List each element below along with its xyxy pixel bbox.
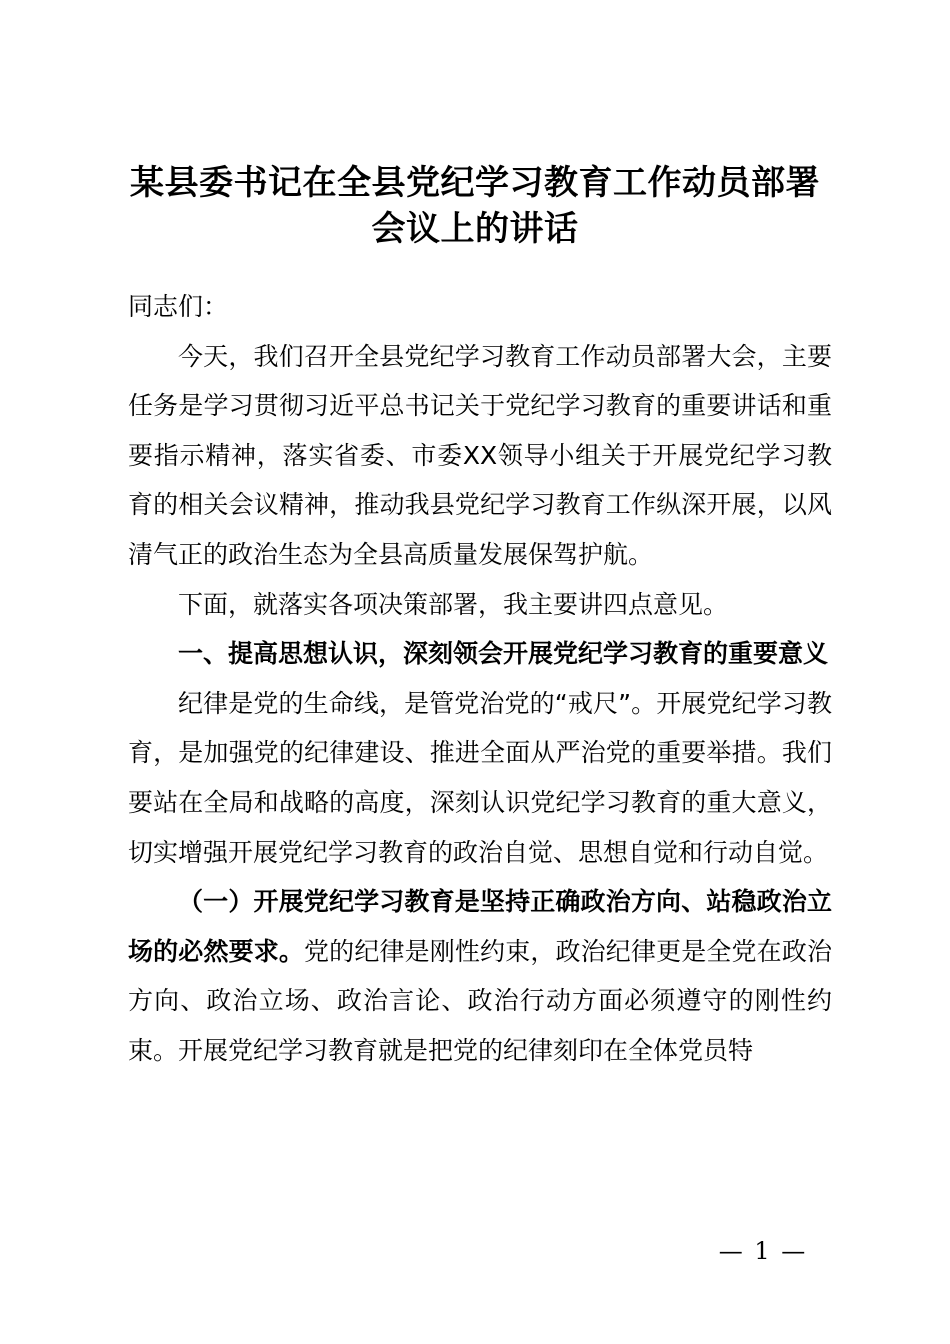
title-line-1: 某县委书记在全县党纪学习教育工作动员部署 (130, 163, 820, 203)
salutation: 同志们： (128, 292, 229, 321)
subsection-text-1: 党的纪律是刚性约束，政治纪律更是全党在政治方向、政治立场、政治言论、政治行动方面必须遵守的刚性约束。开展党纪学习教育就是把党的纪律刻印在全体党员特 (128, 936, 832, 1065)
page-number: — 1 — (718, 1237, 808, 1265)
paragraph-subsection-1 (128, 877, 832, 1075)
paragraph-overview: 下面，就落实各项决策部署，我主要讲四点意见。 (178, 589, 729, 619)
title-line-2: 会议上的讲话 (371, 209, 579, 249)
document-body (128, 282, 832, 1076)
section-heading-1: 一、提高思想认识，深刻领会开展党纪学习教育的重要意义 (178, 639, 829, 669)
subsection-heading-1: （一）开展党纪学习教育是坚持正确政治方向、站稳政治立场的必然要求。 (128, 887, 832, 966)
paragraph-intro: 今天，我们召开全县党纪学习教育工作动员部署大会，主要任务是学习贯彻习近平总书记关于党纪学习教育的重要讲话和重要指示精神，落实省委、市委XX领导小组关于开展党纪学习教育的相关会议精神，推动我县党纪学习教育工作纵深开展，以风清气正的政治生态为全县高质量发展保驾护航。 (128, 341, 832, 569)
document-title (112, 160, 838, 252)
paragraph-section-1: 纪律是党的生命线，是管党治党的“戒尺”。开展党纪学习教育，是加强党的纪律建设、推进全面从严治党的重要举措。我们要站在全局和战略的高度，深刻认识党纪学习教育的重大意义，切实增强开展党纪学习教育的政治自觉、思想自觉和行动自觉。 (128, 688, 832, 867)
